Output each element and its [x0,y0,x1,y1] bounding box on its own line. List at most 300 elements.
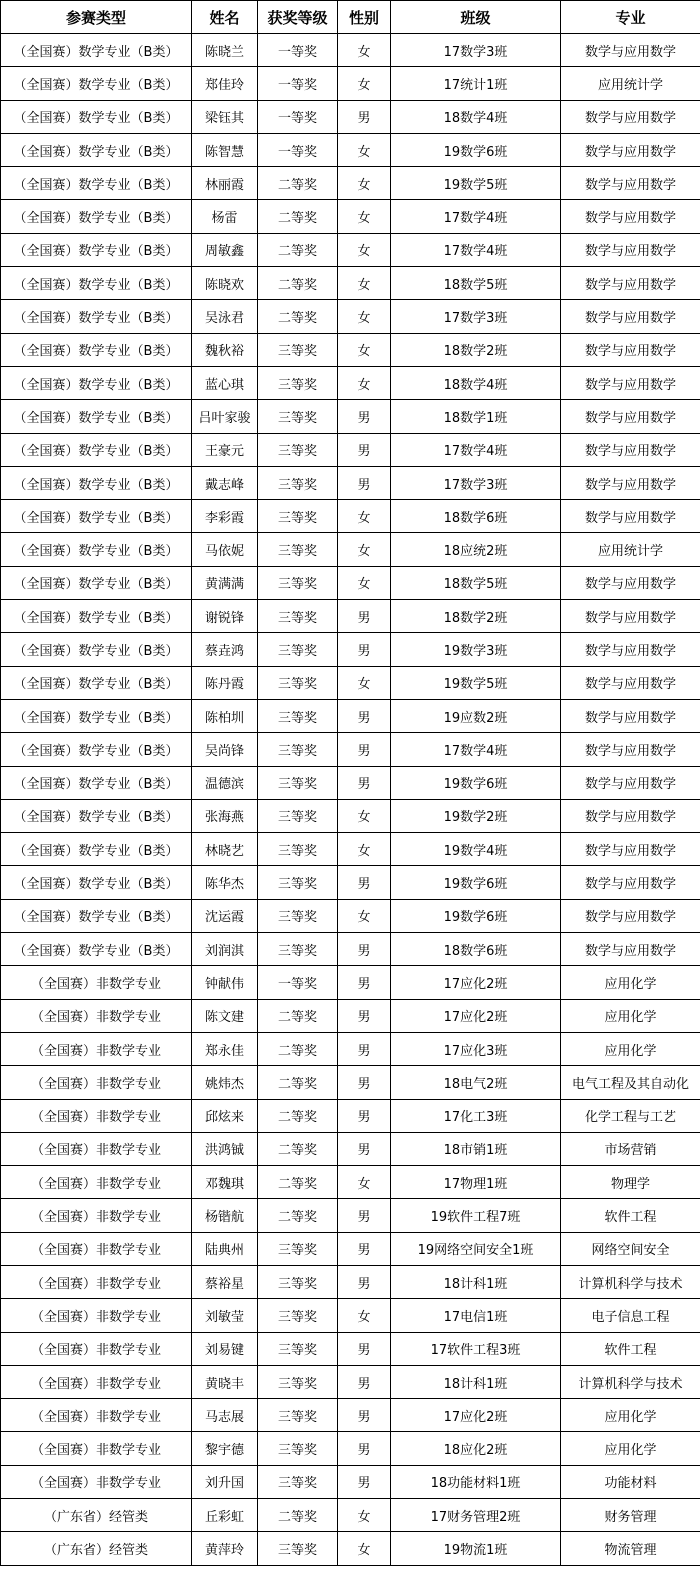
header-competition-type: 参赛类型 [1,1,192,34]
cell-award-level: 三等奖 [258,1232,338,1265]
table-row [1,466,700,499]
cell-major: 软件工程 [561,1332,700,1365]
cell-gender: 男 [338,433,391,466]
cell-major: 数学与应用数学 [561,633,700,666]
cell-major: 数学与应用数学 [561,933,700,966]
cell-name: 黄萍玲 [192,1532,258,1565]
cell-name: 丘彩虹 [192,1499,258,1532]
cell-name: 陆典州 [192,1232,258,1265]
header-gender: 性别 [338,1,391,34]
cell-competition-type: （全国赛）数学专业（B类） [1,699,192,732]
cell-name: 邱炫来 [192,1099,258,1132]
cell-award-level: 三等奖 [258,866,338,899]
cell-competition-type: （全国赛）非数学专业 [1,1465,192,1498]
cell-class: 19网络空间安全1班 [391,1232,561,1265]
cell-award-level: 三等奖 [258,400,338,433]
table-row [1,1099,700,1132]
table-row [1,1399,700,1432]
cell-class: 17应化2班 [391,966,561,999]
cell-class: 17化工3班 [391,1099,561,1132]
table-row [1,733,700,766]
cell-major: 数学与应用数学 [561,566,700,599]
cell-gender: 女 [338,833,391,866]
cell-class: 17物理1班 [391,1166,561,1199]
cell-class: 18数学2班 [391,333,561,366]
cell-award-level: 三等奖 [258,899,338,932]
cell-award-level: 三等奖 [258,633,338,666]
cell-name: 陈文建 [192,999,258,1032]
cell-name: 吴尚锋 [192,733,258,766]
cell-class: 17统计1班 [391,67,561,100]
table-row [1,533,700,566]
cell-gender: 女 [338,167,391,200]
cell-major: 计算机科学与技术 [561,1365,700,1398]
cell-gender: 女 [338,799,391,832]
cell-gender: 女 [338,333,391,366]
cell-gender: 女 [338,300,391,333]
cell-competition-type: （全国赛）数学专业（B类） [1,433,192,466]
cell-gender: 女 [338,666,391,699]
cell-gender: 男 [338,1265,391,1298]
cell-award-level: 二等奖 [258,1166,338,1199]
cell-major: 数学与应用数学 [561,200,700,233]
cell-competition-type: （全国赛）非数学专业 [1,1232,192,1265]
cell-gender: 女 [338,1166,391,1199]
cell-competition-type: （全国赛）数学专业（B类） [1,366,192,399]
cell-class: 18数学1班 [391,400,561,433]
cell-major: 数学与应用数学 [561,400,700,433]
cell-class: 17软件工程3班 [391,1332,561,1365]
cell-name: 钟献伟 [192,966,258,999]
table-row [1,933,700,966]
cell-name: 陈晓兰 [192,34,258,67]
cell-class: 17数学4班 [391,233,561,266]
cell-major: 财务管理 [561,1499,700,1532]
cell-major: 数学与应用数学 [561,466,700,499]
cell-major: 软件工程 [561,1199,700,1232]
cell-competition-type: （全国赛）非数学专业 [1,1332,192,1365]
cell-competition-type: （全国赛）数学专业（B类） [1,566,192,599]
cell-major: 数学与应用数学 [561,733,700,766]
cell-name: 谢锐锋 [192,600,258,633]
cell-competition-type: （全国赛）非数学专业 [1,1365,192,1398]
header-major: 专业 [561,1,700,34]
cell-major: 市场营销 [561,1132,700,1165]
cell-class: 18数学5班 [391,566,561,599]
cell-name: 陈晓欢 [192,267,258,300]
cell-gender: 女 [338,200,391,233]
cell-award-level: 二等奖 [258,233,338,266]
cell-competition-type: （全国赛）非数学专业 [1,1066,192,1099]
cell-name: 林丽霞 [192,167,258,200]
table-row [1,1265,700,1298]
table-row [1,133,700,166]
table-row [1,1499,700,1532]
cell-name: 吴泳君 [192,300,258,333]
cell-class: 18应化2班 [391,1432,561,1465]
cell-name: 陈华杰 [192,866,258,899]
cell-major: 应用统计学 [561,533,700,566]
table-row [1,600,700,633]
cell-class: 18数学6班 [391,500,561,533]
table-row [1,1166,700,1199]
table-row [1,1232,700,1265]
cell-gender: 男 [338,1232,391,1265]
cell-major: 应用化学 [561,999,700,1032]
cell-award-level: 二等奖 [258,200,338,233]
cell-award-level: 一等奖 [258,34,338,67]
cell-competition-type: （全国赛）数学专业（B类） [1,633,192,666]
cell-major: 应用化学 [561,966,700,999]
cell-competition-type: （全国赛）数学专业（B类） [1,799,192,832]
table-row [1,1066,700,1099]
cell-competition-type: （全国赛）非数学专业 [1,1099,192,1132]
cell-name: 黄满满 [192,566,258,599]
cell-gender: 女 [338,899,391,932]
cell-class: 19数学4班 [391,833,561,866]
cell-gender: 女 [338,533,391,566]
cell-class: 19数学6班 [391,899,561,932]
cell-award-level: 三等奖 [258,666,338,699]
cell-major: 数学与应用数学 [561,799,700,832]
cell-name: 温德滨 [192,766,258,799]
cell-major: 数学与应用数学 [561,699,700,732]
cell-award-level: 三等奖 [258,1299,338,1332]
cell-gender: 男 [338,100,391,133]
table-row [1,666,700,699]
cell-gender: 女 [338,133,391,166]
cell-award-level: 三等奖 [258,1332,338,1365]
cell-name: 姚炜杰 [192,1066,258,1099]
cell-major: 数学与应用数学 [561,500,700,533]
table-row [1,966,700,999]
cell-gender: 男 [338,1399,391,1432]
cell-award-level: 一等奖 [258,67,338,100]
cell-award-level: 一等奖 [258,133,338,166]
table-row [1,167,700,200]
cell-major: 化学工程与工艺 [561,1099,700,1132]
cell-competition-type: （全国赛）数学专业（B类） [1,733,192,766]
cell-major: 物流管理 [561,1532,700,1565]
cell-major: 数学与应用数学 [561,433,700,466]
cell-class: 18市销1班 [391,1132,561,1165]
cell-award-level: 三等奖 [258,733,338,766]
table-row [1,300,700,333]
table-row [1,67,700,100]
cell-gender: 女 [338,1299,391,1332]
cell-competition-type: （全国赛）数学专业（B类） [1,766,192,799]
cell-major: 数学与应用数学 [561,600,700,633]
cell-competition-type: （全国赛）数学专业（B类） [1,34,192,67]
cell-gender: 男 [338,600,391,633]
cell-competition-type: （全国赛）非数学专业 [1,1299,192,1332]
table-row [1,633,700,666]
cell-class: 18应统2班 [391,533,561,566]
cell-class: 19应数2班 [391,699,561,732]
cell-gender: 男 [338,1032,391,1065]
cell-award-level: 三等奖 [258,1399,338,1432]
cell-competition-type: （全国赛）数学专业（B类） [1,100,192,133]
cell-name: 刘敏莹 [192,1299,258,1332]
cell-gender: 女 [338,366,391,399]
cell-award-level: 二等奖 [258,1499,338,1532]
cell-competition-type: （全国赛）非数学专业 [1,1199,192,1232]
cell-competition-type: （全国赛）数学专业（B类） [1,833,192,866]
cell-name: 吕叶家骏 [192,400,258,433]
cell-award-level: 三等奖 [258,366,338,399]
cell-gender: 女 [338,34,391,67]
cell-class: 17电信1班 [391,1299,561,1332]
table-row [1,366,700,399]
cell-gender: 男 [338,1332,391,1365]
cell-class: 18数学4班 [391,100,561,133]
table-row [1,400,700,433]
table-row [1,1299,700,1332]
cell-name: 陈丹霞 [192,666,258,699]
cell-competition-type: （全国赛）数学专业（B类） [1,267,192,300]
cell-gender: 男 [338,1465,391,1498]
cell-class: 17应化2班 [391,1399,561,1432]
cell-competition-type: （全国赛）数学专业（B类） [1,167,192,200]
cell-name: 杨锴航 [192,1199,258,1232]
cell-class: 19数学6班 [391,766,561,799]
cell-major: 数学与应用数学 [561,100,700,133]
cell-major: 电气工程及其自动化 [561,1066,700,1099]
cell-gender: 男 [338,933,391,966]
cell-competition-type: （全国赛）数学专业（B类） [1,899,192,932]
cell-gender: 男 [338,400,391,433]
cell-competition-type: （全国赛）数学专业（B类） [1,933,192,966]
cell-name: 郑佳玲 [192,67,258,100]
table-row [1,766,700,799]
table-row [1,1465,700,1498]
cell-name: 马志展 [192,1399,258,1432]
cell-competition-type: （全国赛）数学专业（B类） [1,533,192,566]
table-row [1,1132,700,1165]
header-class: 班级 [391,1,561,34]
cell-name: 张海燕 [192,799,258,832]
cell-class: 17数学3班 [391,34,561,67]
cell-major: 功能材料 [561,1465,700,1498]
table-row [1,799,700,832]
cell-name: 蓝心琪 [192,366,258,399]
cell-award-level: 二等奖 [258,1199,338,1232]
cell-gender: 男 [338,766,391,799]
cell-gender: 男 [338,699,391,732]
cell-award-level: 三等奖 [258,699,338,732]
table-row [1,333,700,366]
cell-award-level: 二等奖 [258,1099,338,1132]
cell-gender: 女 [338,267,391,300]
cell-major: 应用化学 [561,1399,700,1432]
cell-major: 数学与应用数学 [561,333,700,366]
cell-class: 19数学5班 [391,666,561,699]
cell-major: 数学与应用数学 [561,899,700,932]
cell-competition-type: （全国赛）非数学专业 [1,1032,192,1065]
cell-major: 计算机科学与技术 [561,1265,700,1298]
cell-gender: 女 [338,233,391,266]
cell-gender: 女 [338,500,391,533]
table-row [1,267,700,300]
cell-class: 19数学6班 [391,866,561,899]
cell-class: 17数学3班 [391,466,561,499]
cell-class: 18数学2班 [391,600,561,633]
cell-class: 19数学5班 [391,167,561,200]
table-row [1,1365,700,1398]
cell-competition-type: （全国赛）数学专业（B类） [1,200,192,233]
header-row [1,1,700,34]
cell-award-level: 三等奖 [258,533,338,566]
cell-name: 黎宇德 [192,1432,258,1465]
cell-award-level: 二等奖 [258,999,338,1032]
cell-class: 19数学3班 [391,633,561,666]
cell-award-level: 一等奖 [258,100,338,133]
cell-award-level: 三等奖 [258,1365,338,1398]
table-header [1,1,700,34]
cell-major: 数学与应用数学 [561,167,700,200]
cell-award-level: 三等奖 [258,833,338,866]
cell-award-level: 三等奖 [258,933,338,966]
cell-gender: 男 [338,1066,391,1099]
cell-major: 数学与应用数学 [561,267,700,300]
cell-class: 19软件工程7班 [391,1199,561,1232]
cell-name: 王豪元 [192,433,258,466]
table-row [1,1199,700,1232]
cell-award-level: 三等奖 [258,500,338,533]
cell-name: 陈智慧 [192,133,258,166]
cell-major: 数学与应用数学 [561,666,700,699]
cell-gender: 女 [338,1499,391,1532]
cell-competition-type: （全国赛）数学专业（B类） [1,300,192,333]
cell-name: 陈柏圳 [192,699,258,732]
cell-name: 戴志峰 [192,466,258,499]
table-row [1,200,700,233]
cell-major: 网络空间安全 [561,1232,700,1265]
cell-competition-type: （全国赛）非数学专业 [1,1265,192,1298]
cell-gender: 男 [338,866,391,899]
header-name: 姓名 [192,1,258,34]
cell-competition-type: （全国赛）数学专业（B类） [1,133,192,166]
cell-competition-type: （全国赛）非数学专业 [1,1166,192,1199]
cell-gender: 男 [338,999,391,1032]
cell-award-level: 二等奖 [258,267,338,300]
cell-award-level: 三等奖 [258,566,338,599]
cell-award-level: 三等奖 [258,600,338,633]
cell-name: 邓魏琪 [192,1166,258,1199]
cell-competition-type: （全国赛）非数学专业 [1,1399,192,1432]
table-row [1,500,700,533]
table-body [1,34,700,1566]
cell-award-level: 三等奖 [258,799,338,832]
cell-name: 沈运霞 [192,899,258,932]
cell-major: 数学与应用数学 [561,833,700,866]
table-row [1,833,700,866]
header-award-level: 获奖等级 [258,1,338,34]
cell-class: 18功能材料1班 [391,1465,561,1498]
cell-class: 17应化3班 [391,1032,561,1065]
cell-class: 19数学2班 [391,799,561,832]
cell-award-level: 二等奖 [258,1132,338,1165]
table-row [1,566,700,599]
cell-competition-type: （全国赛）数学专业（B类） [1,466,192,499]
cell-award-level: 三等奖 [258,333,338,366]
cell-competition-type: （全国赛）非数学专业 [1,1432,192,1465]
cell-class: 19物流1班 [391,1532,561,1565]
cell-competition-type: （全国赛）非数学专业 [1,1132,192,1165]
cell-class: 19数学6班 [391,133,561,166]
cell-name: 周敏鑫 [192,233,258,266]
cell-award-level: 三等奖 [258,466,338,499]
cell-award-level: 三等奖 [258,1465,338,1498]
cell-gender: 女 [338,566,391,599]
cell-award-level: 二等奖 [258,1032,338,1065]
cell-name: 林晓艺 [192,833,258,866]
cell-class: 17数学4班 [391,200,561,233]
cell-major: 数学与应用数学 [561,366,700,399]
cell-award-level: 三等奖 [258,1432,338,1465]
cell-name: 刘易键 [192,1332,258,1365]
cell-class: 17数学3班 [391,300,561,333]
cell-gender: 男 [338,1199,391,1232]
cell-name: 马依妮 [192,533,258,566]
cell-competition-type: （全国赛）非数学专业 [1,966,192,999]
cell-class: 18计科1班 [391,1365,561,1398]
table-row [1,1432,700,1465]
cell-name: 梁钰其 [192,100,258,133]
cell-competition-type: （广东省）经管类 [1,1499,192,1532]
cell-gender: 男 [338,1099,391,1132]
cell-class: 18数学6班 [391,933,561,966]
cell-name: 刘润淇 [192,933,258,966]
cell-major: 电子信息工程 [561,1299,700,1332]
table-row [1,34,700,67]
cell-name: 郑永佳 [192,1032,258,1065]
table-row [1,1332,700,1365]
cell-major: 数学与应用数学 [561,866,700,899]
table-row [1,699,700,732]
cell-award-level: 二等奖 [258,300,338,333]
cell-competition-type: （全国赛）数学专业（B类） [1,866,192,899]
cell-name: 李彩霞 [192,500,258,533]
table-row [1,1532,700,1565]
cell-award-level: 三等奖 [258,1265,338,1298]
table-row [1,433,700,466]
cell-competition-type: （全国赛）数学专业（B类） [1,666,192,699]
cell-competition-type: （全国赛）数学专业（B类） [1,67,192,100]
cell-gender: 男 [338,466,391,499]
cell-class: 18电气2班 [391,1066,561,1099]
cell-competition-type: （全国赛）数学专业（B类） [1,500,192,533]
cell-gender: 男 [338,633,391,666]
cell-class: 18数学4班 [391,366,561,399]
cell-major: 数学与应用数学 [561,766,700,799]
cell-competition-type: （全国赛）数学专业（B类） [1,400,192,433]
cell-name: 杨雷 [192,200,258,233]
cell-award-level: 二等奖 [258,1066,338,1099]
cell-competition-type: （全国赛）数学专业（B类） [1,233,192,266]
cell-gender: 男 [338,733,391,766]
table-row [1,899,700,932]
table-row [1,100,700,133]
cell-competition-type: （全国赛）非数学专业 [1,999,192,1032]
table-row [1,233,700,266]
cell-gender: 男 [338,1432,391,1465]
cell-major: 数学与应用数学 [561,34,700,67]
cell-name: 蔡裕星 [192,1265,258,1298]
cell-award-level: 三等奖 [258,433,338,466]
cell-gender: 女 [338,1532,391,1565]
cell-competition-type: （广东省）经管类 [1,1532,192,1565]
